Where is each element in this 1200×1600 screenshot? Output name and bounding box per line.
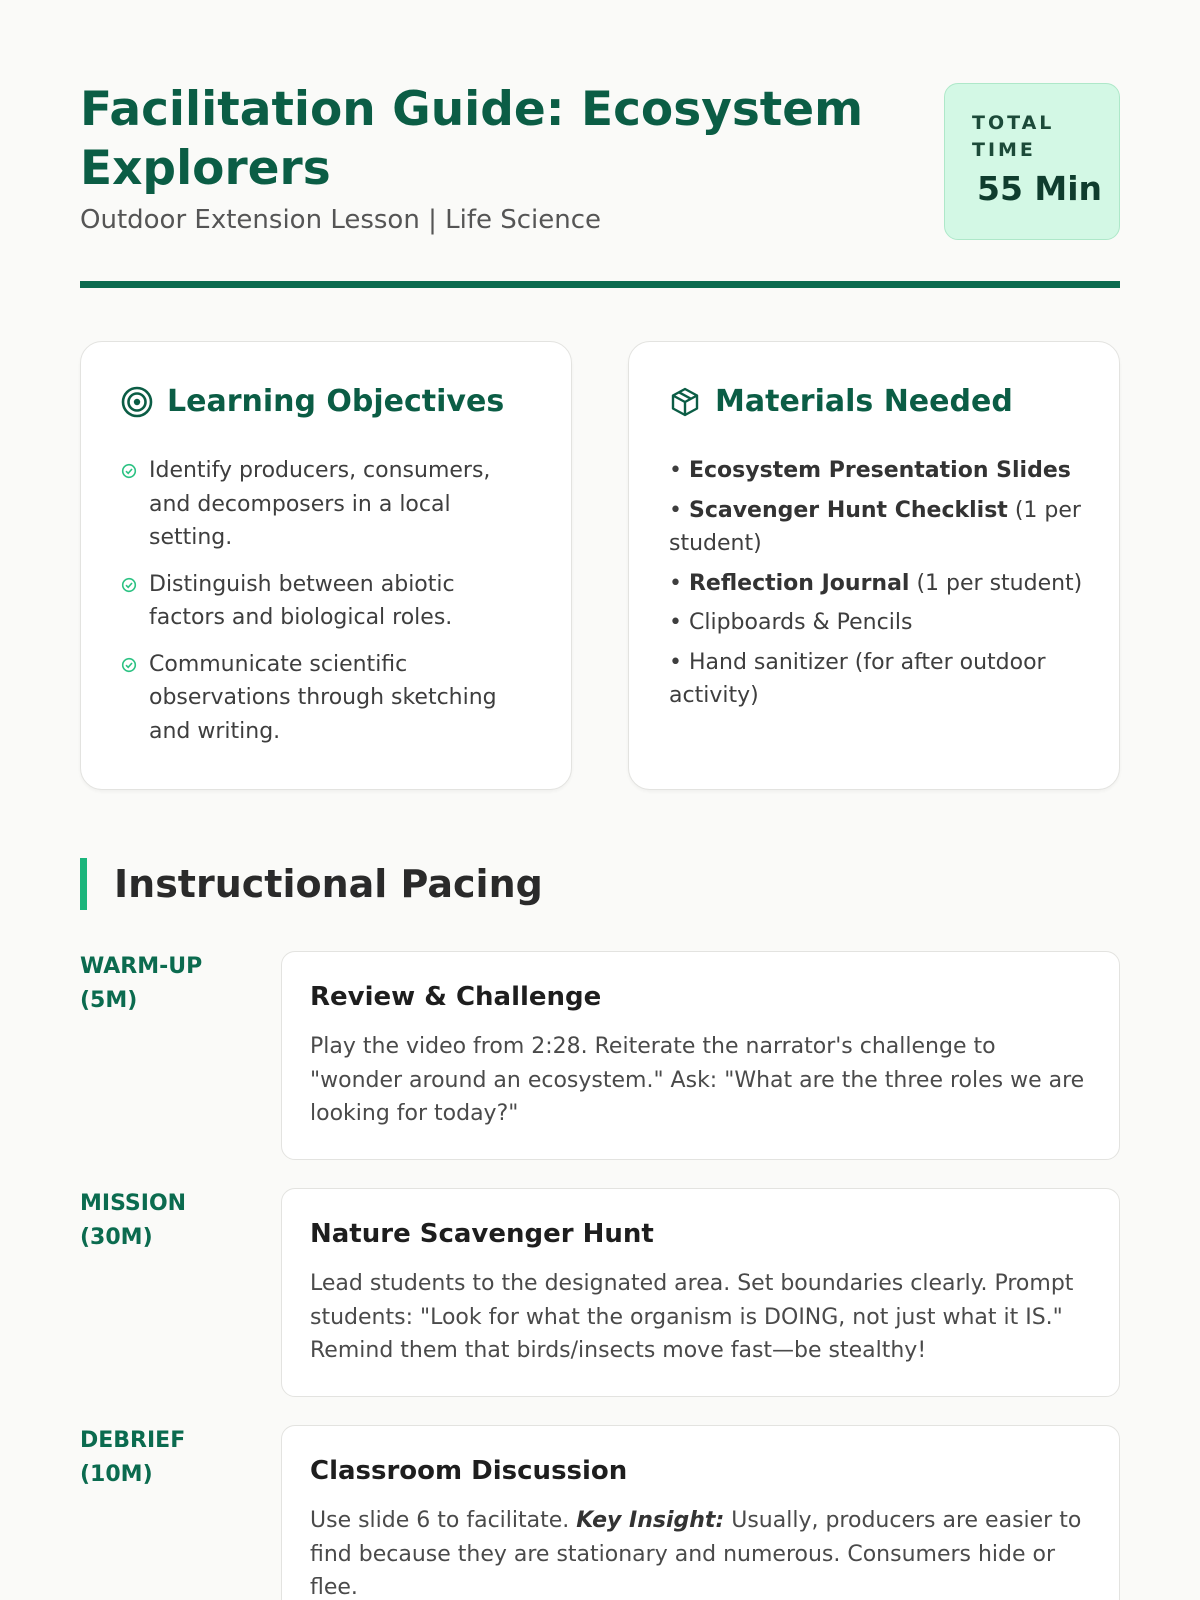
total-time-label: TOTAL TIME (972, 112, 1055, 161)
target-icon (121, 386, 153, 418)
material-name: Reflection Journal (688, 570, 910, 596)
material-name: Scavenger Hunt Checklist (688, 497, 1008, 523)
list-item (121, 568, 531, 635)
check-circle-icon (121, 657, 137, 673)
pacing-card-body (310, 1504, 1091, 1600)
pacing-card-body: Lead students to the designated area. Set boundaries clearly. Prompt students: "Look for what the organism is DOING, not just what it IS." Remind them that birds/insects move fast—be stealthy! (310, 1271, 1074, 1363)
material-name: Ecosystem Presentation Slides (688, 458, 1071, 483)
objective-text: Distinguish between abiotic factors and biological roles. (149, 571, 455, 630)
pacing-card-body-detail: Usually, producers are easier to find because they are stationary and numerous. Consumers hide or flee. (310, 1508, 1082, 1600)
list-item: • Clipboards & Pencils (669, 610, 913, 635)
page-title: Facilitation Guide: Ecosystem Explorers (80, 82, 864, 196)
pacing-card-debrief (281, 1425, 1120, 1600)
material-note: Clipboards & Pencils (688, 610, 913, 635)
pacing-phase-label: MISSION (30M) (80, 1191, 187, 1250)
check-circle-icon (121, 463, 137, 479)
page-header (80, 80, 1120, 288)
objective-text: Identify producers, consumers, and decomposers in a local setting. (149, 458, 491, 550)
list-item: • Scavenger Hunt Checklist (1 per student) (669, 497, 1081, 556)
list-item: • Ecosystem Presentation Slides (669, 458, 1071, 483)
learning-objectives-heading (121, 384, 504, 419)
material-note: (1 per student) (669, 497, 1081, 556)
instructional-pacing-heading: Instructional Pacing (80, 858, 543, 910)
materials-list (669, 454, 1089, 719)
pacing-card-body: Play the video from 2:28. Reiterate the narrator's challenge to "wonder around an ecosystem." Ask: "What are the three roles we are looking for today?" (310, 1034, 1085, 1126)
pacing-card-warm-up (281, 951, 1120, 1160)
learning-objectives-title: Learning Objectives (167, 384, 505, 419)
pacing-card-title: Classroom Discussion (310, 1456, 628, 1486)
pacing-card-title: Review & Challenge (310, 982, 602, 1012)
pacing-card-mission (281, 1188, 1120, 1397)
list-item: • Hand sanitizer (for after outdoor activity) (669, 649, 1046, 708)
box-icon (669, 386, 701, 418)
pacing-card-title: Nature Scavenger Hunt (310, 1219, 654, 1249)
key-insight-label: Key Insight: (576, 1508, 725, 1533)
total-time-value: 55 Min (977, 169, 1103, 208)
page-subtitle: Outdoor Extension Lesson | Life Science (80, 205, 602, 235)
materials-needed-title: Materials Needed (715, 384, 1013, 419)
check-circle-icon (121, 577, 137, 593)
objectives-list (121, 454, 531, 761)
list-item: • Reflection Journal (1 per student) (669, 570, 1083, 596)
material-note: (1 per student) (909, 570, 1083, 596)
materials-needed-heading (669, 384, 1013, 419)
objective-text: Communicate scientific observations through sketching and writing. (149, 651, 497, 744)
pacing-phase-label: DEBRIEF (10M) (80, 1428, 186, 1487)
list-item (121, 648, 531, 749)
material-note: Hand sanitizer (for after outdoor activity) (669, 649, 1046, 708)
total-time-badge (944, 83, 1120, 240)
pacing-phase-label: WARM-UP (5M) (80, 954, 203, 1013)
learning-objectives-card (80, 341, 572, 790)
materials-needed-card (628, 341, 1120, 790)
list-item (121, 454, 531, 555)
pacing-card-body-intro: Use slide 6 to facilitate. (310, 1508, 577, 1533)
